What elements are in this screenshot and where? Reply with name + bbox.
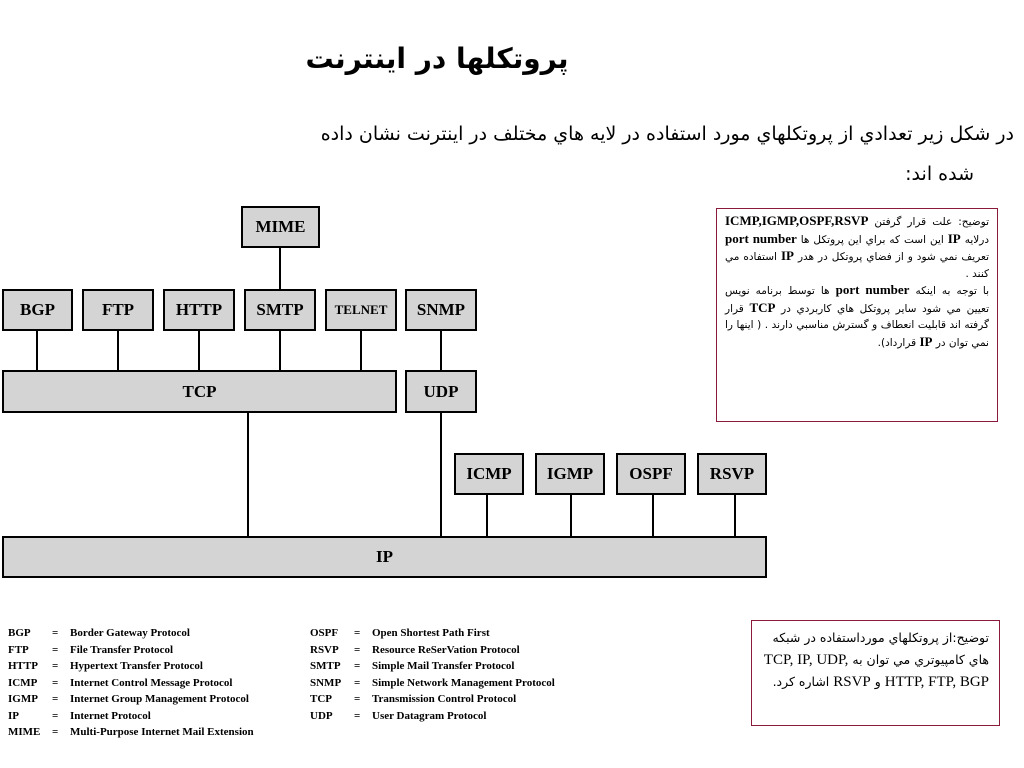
- note1-text: تعریف نمي شود و از فضاي پروتکل در هدر: [797, 251, 989, 263]
- note2-rsvp: RSVP: [833, 674, 871, 690]
- intro-line-2: شده اند:: [905, 163, 974, 185]
- note1-text: استفاده مي کنند .: [725, 251, 989, 280]
- note1-text: قرارداد).: [877, 336, 917, 349]
- legend-row: TCP = Transmission Control Protocol: [310, 693, 517, 705]
- note1-text: ها توسط برنامه نویس تعیین مي شود سایر پروتکل هاي کاربردي در: [725, 285, 989, 315]
- legend-row: RSVP = Resource ReSerVation Protocol: [310, 643, 520, 656]
- tcp-ip-connector: [247, 411, 249, 537]
- mime-smtp-connector: [279, 246, 281, 290]
- explanation-note-layers: [716, 208, 998, 422]
- udp-box: UDP: [405, 370, 477, 413]
- ospf-ip-connector: [652, 494, 654, 537]
- explanation-note-common-protocols: [751, 620, 1000, 726]
- ospf-box: OSPF: [616, 453, 686, 495]
- legend-row: ICMP = Internet Control Message Protocol: [8, 676, 233, 689]
- intro-line-1: در شکل زیر تعدادي از پروتکلهاي مورد استفاده در لایه هاي مختلف در اینترنت نشان داده: [320, 123, 1014, 145]
- legend-row: HTTP = Hypertext Transfer Protocol: [8, 660, 203, 672]
- snmp-udp-connector: [440, 329, 442, 371]
- igmp-ip-connector: [570, 494, 572, 537]
- legend-right: [310, 625, 555, 724]
- legend-row: BGP = Border Gateway Protocol: [8, 627, 190, 639]
- legend-row: MIME = Multi-Purpose Internet Mail Extension: [8, 726, 254, 738]
- rsvp-box: RSVP: [697, 453, 767, 495]
- legend-row: SMTP = Simple Mail Transfer Protocol: [310, 660, 515, 672]
- note1-port-number: port number: [835, 282, 910, 297]
- smtp-box: SMTP: [244, 289, 316, 331]
- note1-text: با توجه به اینکه: [915, 285, 990, 297]
- legend-row: FTP = File Transfer Protocol: [8, 643, 174, 656]
- note1-tcp: TCP: [749, 299, 776, 315]
- note1-text: قرار گرفته اند قابلیت انعطاف و گسترش مناسبي دارند . ( اینها را نمي توان در: [725, 302, 989, 349]
- legend-row: UDP = User Datagram Protocol: [310, 709, 487, 722]
- intro-text: [150, 114, 1014, 194]
- note1-ip: IP: [947, 230, 961, 246]
- note2-text: و: [874, 674, 881, 689]
- note1-port-number: port number: [725, 230, 797, 246]
- note2-protocol-list: TCP, IP, UDP, HTTP, FTP, BGP: [763, 652, 989, 690]
- telnet-tcp-connector: [360, 329, 362, 371]
- slide-title: پروتکلها در اینترنت: [305, 42, 569, 75]
- telnet-box: TELNET: [325, 289, 397, 331]
- note1-protocols: ICMP,IGMP,OSPF,RSVP: [725, 213, 869, 228]
- snmp-box: SNMP: [405, 289, 477, 331]
- bgp-tcp-connector: [36, 329, 38, 371]
- note2-text: اشاره کرد.: [772, 674, 830, 689]
- http-tcp-connector: [198, 329, 200, 371]
- ip-box: IP: [2, 536, 767, 578]
- icmp-box: ICMP: [454, 453, 524, 495]
- note1-ip: IP: [780, 248, 794, 263]
- http-box: HTTP: [163, 289, 235, 331]
- smtp-tcp-connector: [279, 329, 281, 371]
- note1-ip: IP: [919, 333, 933, 349]
- mime-box: MIME: [241, 206, 320, 248]
- legend-left: [8, 625, 254, 741]
- legend-row: IGMP = Internet Group Management Protocol: [8, 693, 249, 705]
- bgp-box: BGP: [2, 289, 73, 331]
- note2-text: توضیح:از پروتکلهاي مورداستفاده در شبکه هاي کامپیوتري مي توان به: [772, 630, 989, 667]
- legend-row: IP = Internet Protocol: [8, 709, 151, 722]
- note1-text: این است که براي این پروتکل ها: [800, 233, 944, 246]
- ftp-tcp-connector: [117, 329, 119, 371]
- icmp-ip-connector: [486, 494, 488, 537]
- legend-row: SNMP = Simple Network Management Protocol: [310, 676, 555, 689]
- udp-ip-connector: [440, 411, 442, 537]
- ftp-box: FTP: [82, 289, 154, 331]
- igmp-box: IGMP: [535, 453, 605, 495]
- rsvp-ip-connector: [734, 494, 736, 537]
- note1-text: درلایه: [964, 233, 989, 246]
- legend-row: OSPF = Open Shortest Path First: [310, 627, 490, 639]
- tcp-box: TCP: [2, 370, 397, 413]
- note1-text: توضیح: علت قرار گرفتن: [874, 216, 989, 228]
